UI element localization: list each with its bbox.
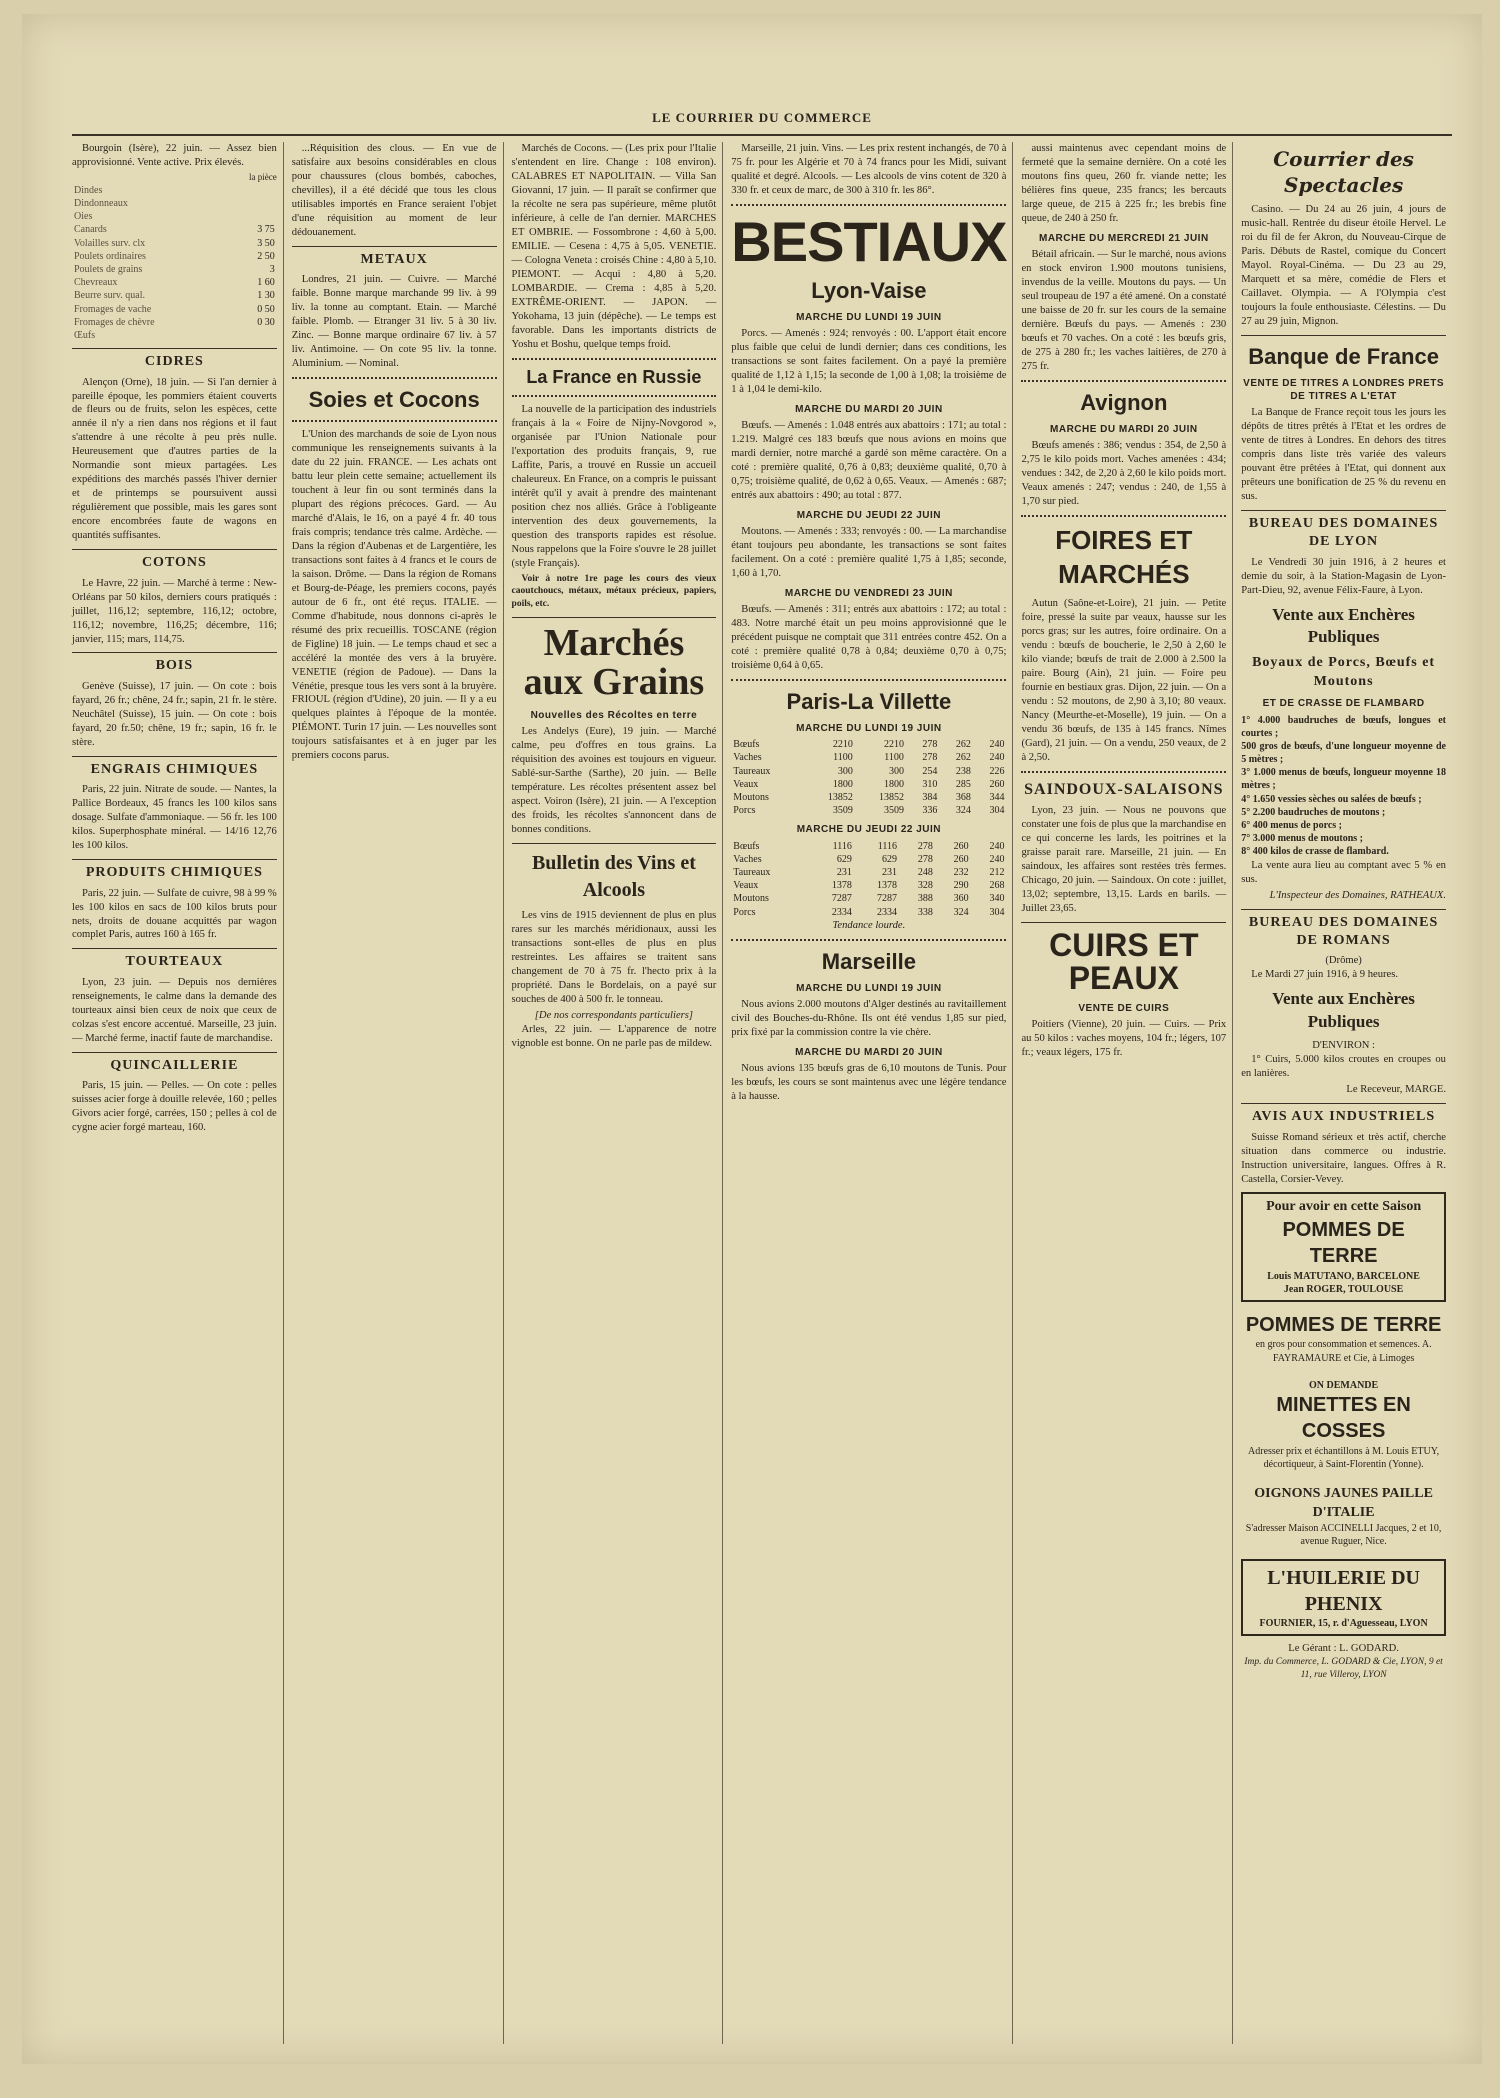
table-row: Poulets de grains 3 bbox=[74, 263, 275, 275]
market-text: Bœufs. — Amenés : 1.048 entrés aux abattoirs : 171; au total : 1.219. Malgré ces 183 bœufs que nous avions en moins que mardi dernier, notre marché a gardé son même caractère. On a coté : première qualité, 0,76 à 0,83; deuxième qualité, 0,70 à 0,75; troisième qualité, de 0,62 à 0,65. Veaux. — Amenés : 687; entrés aux abattoirs : 490; au total : 877. bbox=[731, 420, 1007, 501]
domaines-text: Le Vendredi 30 juin 1916, à 2 heures et demie du soir, à la Station-Magasin de Lyon-Part-Dieu, 92, avenue Félix-Faure, à Lyon. bbox=[1241, 556, 1446, 596]
market-heading: MARCHE DU LUNDI 19 JUIN bbox=[796, 311, 942, 323]
romans-subheading: (Drôme) bbox=[1325, 955, 1362, 967]
newspaper-page bbox=[22, 14, 1482, 2064]
table-row: Porcs 3509 3509 336 324 304 bbox=[733, 805, 1005, 817]
inspecteur-signature: L'Inspecteur des Domaines, RATHEAUX. bbox=[1269, 889, 1446, 901]
avis-text: Suisse Romand sérieux et très actif, cherche situation dans commerce ou industrie. Instruction universitaire, langues. Offres à R. Castella, Corsier-Vevey. bbox=[1241, 1131, 1446, 1185]
divider bbox=[731, 679, 1006, 681]
market-text: Porcs. — Amenés : 924; renvoyés : 00. L'apport était encore plus faible que celui de lundi dernier; dans ces conditions, les transactions se sont faites facilement. On a payé la première qualité de 1,12 à 1,15; la seconde de 1,00 à 1,08; la troisième de 1 à 1,04 le demi-kilo. bbox=[731, 328, 1007, 395]
divider bbox=[72, 652, 277, 653]
section-heading-villette: Paris-La Villette bbox=[786, 689, 952, 715]
russie-note: Voir à notre 1re page les cours des vieux caoutchoucs, métaux, métaux précieux, papiers, poils, etc. bbox=[511, 573, 717, 609]
market-text: Bétail africain. — Sur le marché, nous avions en stock environ 1.900 moutons tunisiens, invendus de la veille. Moutons du pays. — Un seul troupeau de 197 a été amené. On a constaté une baisse de 20 fr. sur les cours de la semaine dernière. Bœufs du pays. — Amenés : 230 bœufs et 70 vaches. On a coté : les bœufs gris, de 275 à 280 fr.; les vaches laitières, de 270 à 275 fr. bbox=[1021, 249, 1227, 372]
receveur-signature: Le Receveur, MARGE. bbox=[1346, 1084, 1446, 1096]
market-text: Bœufs amenés : 386; vendus : 354, de 2,50 à 2,75 le kilo poids mort. Vaches amenées : 434; vendues : 342, de 2,20 à 2,60 le kilo poids mort. Veaux amenés : 247; vendus : 240, de 1,55 à 1,70 sur pied. bbox=[1021, 439, 1227, 507]
table-row: Moutons 13852 13852 384 368 344 bbox=[733, 792, 1005, 803]
produits-text: Paris, 22 juin. — Sulfate de cuivre, 98 à 99 % les 100 kilos en sacs de 100 kilos bruts pour nets, droits de douane acquittés par wagon complet Paris, autres 160 à 165 fr. bbox=[72, 887, 277, 941]
section-heading-grains: Marchés aux Grains bbox=[523, 621, 705, 704]
section-heading-bestiaux: BESTIAUX bbox=[731, 209, 1007, 273]
list-item: 500 gros de bœufs, d'une longueur moyenne de 5 mètres ; bbox=[1241, 740, 1446, 766]
section-heading-domaines-lyon: BUREAU DES DOMAINES DE LYON bbox=[1248, 515, 1439, 550]
market-heading: MARCHE DU MARDI 20 JUIN bbox=[795, 1046, 943, 1058]
cuirs-text: Poitiers (Vienne), 20 juin. — Cuirs. — Prix au 50 kilos : vaches moyens, 104 fr.; légers, 107 fr.; veaux légers, 175 fr. bbox=[1021, 1019, 1227, 1059]
table-row: Fromages de vache 0 50 bbox=[74, 303, 275, 315]
divider bbox=[731, 939, 1006, 941]
lot-list bbox=[1241, 714, 1446, 859]
divider bbox=[72, 756, 277, 757]
table-row: Canards 3 75 bbox=[74, 224, 275, 236]
divider bbox=[72, 1052, 277, 1053]
divider bbox=[292, 377, 497, 379]
table-row: Taureaux 300 300 254 238 226 bbox=[733, 765, 1005, 777]
lots-note: La vente aura lieu au comptant avec 5 % en sus. bbox=[1241, 859, 1446, 885]
divider bbox=[1241, 1103, 1446, 1104]
advertisement-huilerie: L'HUILERIE DU PHENIX FOURNIER, 15, r. d'Aguesseau, LYON bbox=[1241, 1559, 1446, 1637]
table-row: Volailles surv. clx 3 50 bbox=[74, 237, 275, 249]
foires-text: Autun (Saône-et-Loire), 21 juin. — Petite foire, pressé la suite par veaux, hausse sur les porcs gras; sur les autres, foire ordinaire. On a vendu : bœufs de boucherie, le 2,50 à 2,60 le kilo viande; bœufs de trait de 2.000 à 2.500 la paire. Bourg (Ain), 21 juin. — Foire peu fournie en bestiaux gras. Dijon, 22 juin. — On a vendu : 52 moutons, de 2,90 à 3,10; 80 veaux. Nancy (Meurthe-et-Moselle), 19 juin. — On a vendu 36 bœufs, de 135 à 145 francs. Nîmes (Gard), 21 juin. — On a vendu, 250 veaux, de 2 à 2,50. bbox=[1021, 598, 1227, 764]
romans-text: Le Mardi 27 juin 1916, à 9 heures. bbox=[1251, 969, 1399, 981]
table-row: Oies bbox=[74, 211, 93, 223]
table-row: Poulets ordinaires 2 50 bbox=[74, 250, 275, 262]
ad-headline: POMMES DE TERRE bbox=[1245, 1314, 1442, 1337]
quincaillerie-text: Paris, 15 juin. — Pelles. — On cote : pelles suisses acier forge à douille relevée, 160 ; pelles Givors acier forgé, carrées, 150 ; pelles à col de cygne acier forgé marteau, 160. bbox=[72, 1080, 277, 1134]
market-heading: MARCHE DU MARDI 20 JUIN bbox=[795, 403, 943, 415]
poultry-prices-table bbox=[72, 184, 277, 342]
market-heading: MARCHE DU LUNDI 19 JUIN bbox=[796, 723, 942, 735]
table-row: Bœufs 2210 2210 278 262 240 bbox=[733, 739, 1005, 751]
divider bbox=[512, 843, 717, 844]
ad-headline: L'HUILERIE DU PHENIX bbox=[1267, 1566, 1420, 1615]
market-heading: MARCHE DU JEUDI 22 JUIN bbox=[796, 509, 942, 521]
masthead-title: LE COURRIER DU COMMERCE bbox=[652, 110, 872, 125]
spectacles-text: Casino. — Du 24 au 26 juin, 4 jours de music-hall. Rentrée du diseur étoile Hervel. Le roi du fil de fer Akron, du Nouveau-Cirque de Paris. Débuts de Rastel, comique du Concert Mayol. Royal-Cinéma. — Du 23 au 29, Marquett et sa mère, comédie de Flers et Caillavet. Olympia. — A l'Olympia c'est toujours la foule enthousiaste. Célestins. — Du 27 au 29 juin, Mignon. bbox=[1241, 203, 1446, 327]
columns bbox=[72, 142, 1452, 2044]
market-heading: MARCHE DU VENDREDI 23 JUIN bbox=[784, 588, 953, 599]
imprint: Imp. du Commerce, L. GODARD & Cie, LYON, 9 et 11, rue Villeroy, LYON bbox=[1244, 1657, 1443, 1680]
russie-text: La nouvelle de la participation des industriels français à la « Foire de Nijny-Novgorod », organisée par l'Union Nationale pour l'exportation des produits français, 9, rue Laffite, Paris, a trouvé en Russie un accueil chaleureux. En France, on a compris le puissant intérêt qu'il y avait à prendre des maintenant position chez nos alliés. Grâce à l'obligeante intervention des deux gouvernements, la question des transports rapides est résolue. Nous rappelons que la Foire s'ouvre le 28 juillet (style Français). bbox=[511, 404, 717, 569]
cotons-text: Le Havre, 22 juin. — Marché à terme : New-Orléans par 50 kilos, derniers cours pratiqués : juillet, 116,12; septembre, 116,12; octobre, 116,12; novembre, 116,25; décembre, 116; janvier, 115; mars, 114,75. bbox=[72, 577, 277, 645]
divider bbox=[1021, 380, 1226, 382]
divider bbox=[1241, 335, 1446, 336]
villette-table-thursday bbox=[731, 840, 1006, 919]
section-heading-marseille: Marseille bbox=[821, 948, 916, 974]
metaux-text: Londres, 21 juin. — Cuivre. — Marché faible. Bonne marque marchande 99 liv. à 99 liv. la tonne au comptant. Etain. — Marché faible. Plomb. — Etranger 31 liv. 5 à 30 liv. Zinc. — Bonne marque ordinaire 67 liv. à 57 liv. Antimoine. — On cote 95 liv. la tonne. Aluminium. — Nominal. bbox=[291, 274, 497, 370]
masthead bbox=[72, 106, 1452, 136]
gerant-signature: Le Gérant : L. GODARD. bbox=[1288, 1643, 1399, 1655]
bois-text: Genève (Suisse), 17 juin. — On cote : bois fayard, 26 fr.; chêne, 24 fr.; sapin, 21 fr. le stère. Neuchâtel (Suisse), 15 juin. — On cote : bois fayard, 20 fr.50; chêne, 19 fr.; sapin, 16 fr. le stère. bbox=[72, 680, 277, 748]
enchere-text: 1° Cuirs, 5.000 kilos croutes en croupes ou en lanières. bbox=[1241, 1054, 1446, 1080]
section-heading-cidres: CIDRES bbox=[144, 354, 204, 370]
villette-note: Tendance lourde. bbox=[832, 919, 906, 931]
section-heading-cotons: COTONS bbox=[141, 555, 207, 571]
bourgoin-report: Bourgoin (Isère), 22 juin. — Assez bien approvisionné. Vente active. Prix élevés. bbox=[72, 143, 277, 168]
divider bbox=[512, 358, 717, 360]
ad-headline: POMMES DE TERRE bbox=[1282, 1218, 1405, 1268]
vins-correspondents: [De nos correspondants particuliers] bbox=[534, 1009, 694, 1021]
section-heading-produits: PRODUITS CHIMIQUES bbox=[85, 865, 263, 881]
divider bbox=[1021, 771, 1226, 773]
ad-headline: OIGNONS JAUNES PAILLE D'ITALIE bbox=[1254, 1486, 1433, 1520]
section-heading-quincaillerie: QUINCAILLERIE bbox=[110, 1057, 239, 1073]
market-heading: MARCHE DU MARDI 20 JUIN bbox=[1050, 423, 1198, 435]
requisition-text: ...Réquisition des clous. — En vue de satisfaire aux besoins considérables en clous pour chaussures (clous bombés, caboches, chevilles), il a été décidé que tous les clous utilisables importés en France seraient l'objet d'une réquisition au moment de leur dédouanement. bbox=[291, 143, 497, 238]
section-heading-tourteaux: TOURTEAUX bbox=[125, 954, 224, 970]
section-heading-vins: Bulletin des Vins et Alcools bbox=[531, 852, 696, 901]
marseille-vins-text: Marseille, 21 juin. Vins. — Les prix restent inchangés, de 70 à 75 fr. pour les Algérie et 70 à 74 francs pour les Midi, suivant qualité et degré. Alcools. — Les alcools de vins cotent de 320 à 330 fr. et ceux de marc, de 300 à 310 fr. les 86°. bbox=[731, 143, 1007, 196]
grains-subheading: Nouvelles des Récoltes en terre bbox=[530, 710, 698, 722]
table-row: Taureaux 231 231 248 232 212 bbox=[733, 866, 1005, 878]
table-row: Moutons 7287 7287 388 360 340 bbox=[733, 893, 1005, 905]
divider bbox=[731, 204, 1006, 206]
table-row: Vaches 1100 1100 278 262 240 bbox=[733, 752, 1005, 764]
section-heading-cuirs: CUIRS ET PEAUX bbox=[1049, 926, 1199, 997]
section-heading-engrais: ENGRAIS CHIMIQUES bbox=[90, 761, 259, 777]
table-row: Beurre surv. qual. 1 30 bbox=[74, 290, 275, 302]
list-item: 3° 1.000 menus de bœufs, longueur moyenne 18 mètres ; bbox=[1241, 767, 1446, 792]
table-row: Bœufs 1116 1116 278 260 240 bbox=[733, 840, 1005, 852]
section-heading-saindoux: SAINDOUX-SALAISONS bbox=[1024, 781, 1224, 799]
column-1 bbox=[72, 142, 284, 2044]
section-heading-banque: Banque de France bbox=[1248, 343, 1439, 369]
section-heading-bois: BOIS bbox=[155, 658, 194, 674]
list-item: 7° 3.000 menus de moutons ; bbox=[1241, 833, 1364, 845]
list-item: 5° 2.200 baudruches de moutons ; bbox=[1241, 806, 1386, 818]
cidres-text: Alençon (Orne), 18 juin. — Si l'an dernier à pareille époque, les pommiers étaient couverts de fleurs ou de fruits, selon les espèces, cette année il n'y a rien dans nos régions et il faut s'attendre à une récolte à peu près nulle. Heureusement que d'autres parties de la Normandie sont mieux partagées. Les expéditions des marchés passés l'hiver dernier et de printemps se poursuivent aussi régulièrement que possible, mais les gares sont encore encombrées faute de wagons en quantités suffisantes. bbox=[72, 376, 277, 542]
divider bbox=[292, 420, 497, 422]
tourteaux-text: Lyon, 23 juin. — Depuis nos dernières renseignements, le calme dans la demande des tourteaux ainsi bien ceux de noix que ceux de colzas s'est encore accentué. Marseille, 23 juin. — Marché ferme, inactif faute de marchandise. bbox=[72, 976, 277, 1044]
saindoux-text: Lyon, 23 juin. — Nous ne pouvons que constater une fois de plus que la marchandise en ce qui concerne les lards, les poitrines et la graisse parait rare. Marseille, 21 juin. — En saindoux, les affaires sont restées très fermes. Chicago, 20 juin. — Saindoux. On cote : juillet, 13,02; septembre, 13,15. Lards en barils. — Juillet 23,65. bbox=[1021, 805, 1227, 914]
section-heading-lyon-vaise: Lyon-Vaise bbox=[811, 277, 927, 303]
section-heading-russie: La France en Russie bbox=[526, 366, 702, 387]
vins-arles: Arles, 22 juin. — L'apparence de notre vignoble est bonne. On ne parle pas de mildew. bbox=[511, 1023, 717, 1049]
divider bbox=[512, 395, 717, 397]
divider bbox=[1021, 922, 1226, 923]
column-2 bbox=[292, 142, 504, 2044]
enchere-subheading: D'ENVIRON : bbox=[1312, 1040, 1376, 1052]
advertisement-minettes: ON DEMANDE MINETTES EN COSSES Adresser prix et échantillons à M. Louis ETUY, décortiqueur, à Saint-Florentin (Yonne). bbox=[1241, 1375, 1446, 1475]
market-heading: MARCHE DU MERCREDI 21 JUIN bbox=[1038, 232, 1209, 244]
villette-table-monday bbox=[731, 738, 1006, 817]
table-row: Œufs bbox=[74, 329, 96, 341]
marseille-moutons-text: aussi maintenus avec cependant moins de fermeté que la semaine dernière. On a coté les moutons fins queu, 260 fr. viande nette; les bélières fins queue, 235 francs; les bercauts large queue, de 215 à 225 fr.; les brebis fine queue, de 240 à 250 fr. bbox=[1021, 143, 1227, 224]
section-heading-foires: FOIRES ET MARCHÉS bbox=[1055, 524, 1193, 590]
market-text: Nous avions 2.000 moutons d'Alger destinés au ravitaillement civil des Bouches-du-Rhône. Ils ont été vendus 1,85 sur pied, prix fixé par la commission contre la vie chère. bbox=[731, 998, 1007, 1038]
advertisement-oignons: OIGNONS JAUNES PAILLE D'ITALIE S'adresser Maison ACCINELLI Jacques, 2 et 10, avenue Ruguer, Nice. bbox=[1245, 1486, 1442, 1548]
divider bbox=[292, 246, 497, 247]
divider bbox=[1241, 510, 1446, 511]
list-item: 6° 400 menus de porcs ; bbox=[1241, 820, 1342, 832]
advertisement-pommes-fayramaure: POMMES DE TERRE en gros pour consommation et semences. A. FAYRAMAURE et Cie, à Limoges bbox=[1245, 1314, 1442, 1364]
section-heading-spectacles: Courrier des Spectacles bbox=[1273, 147, 1414, 198]
divider bbox=[72, 948, 277, 949]
divider bbox=[512, 617, 717, 618]
vins-text: Les vins de 1915 deviennent de plus en plus rares sur les marchés méridionaux, aussi les transactions sont-elles de plus en plus restreintes. Les affaires se traitent sans changement de 70 à 75 fr. l'hecto prix à la propriété. Dans le Bordelais, on a payé sur souches de 400 à 500 fr. le tonneau. bbox=[511, 910, 717, 1005]
table-row: Dindonneaux bbox=[74, 198, 128, 209]
column-3 bbox=[512, 142, 724, 2044]
market-text: Nous avions 135 bœufs gras de 6,10 moutons de Tunis. Pour les bœufs, les cours se sont maintenus avec une légère tendance à la hausse. bbox=[731, 1062, 1007, 1102]
table-row: Fromages de chèvre 0 30 bbox=[74, 316, 275, 328]
table-row: Veaux 1800 1800 310 285 260 bbox=[733, 778, 1005, 790]
divider bbox=[72, 549, 277, 550]
engrais-text: Paris, 22 juin. Nitrate de soude. — Nantes, la Pallice Bordeaux, 45 francs les 100 kilos sans dosage. Sulfate d'ammoniaque. — 56 fr. les 100 kilos. Superphosphate minéral. — 14/16 12,76 les 100 kilos. bbox=[72, 784, 277, 852]
market-text: Moutons. — Amenés : 333; renvoyés : 00. — La marchandise étant toujours peu abondante, les transactions se sont faites facilement. On a coté : première qualité 1,75 à 1,85; seconde, 1,60 à 1,70. bbox=[731, 526, 1007, 580]
section-heading-avis: AVIS AUX INDUSTRIELS bbox=[1252, 1109, 1436, 1125]
banque-text: La Banque de France reçoit tous les jours les dépôts de titres prêtés à l'Etat et les ordres de vente de titres à Londres. En dehors des titres compris dans liste très variée des valeurs pouvant être prêtées à l'Etat, qui donnent aux prêteurs une bonification de 25 % du revenu en sus. bbox=[1241, 406, 1446, 502]
table-row: Chevreaux 1 60 bbox=[74, 277, 275, 289]
table-row: Dindes bbox=[74, 184, 103, 196]
table-row: Vaches 629 629 278 260 240 bbox=[733, 853, 1005, 865]
column-6 bbox=[1241, 142, 1452, 2044]
ad-headline: MINETTES EN COSSES bbox=[1276, 1394, 1411, 1443]
enchere-heading: Vente aux Enchères Publiques bbox=[1272, 604, 1415, 646]
market-heading: MARCHE DU JEUDI 22 JUIN bbox=[796, 824, 942, 836]
section-heading-domaines-romans: BUREAU DES DOMAINES DE ROMANS bbox=[1248, 914, 1439, 948]
divider bbox=[1021, 515, 1226, 517]
market-heading: MARCHE DU LUNDI 19 JUIN bbox=[796, 982, 942, 994]
prices-header: la pièce bbox=[249, 171, 277, 182]
soies-text: L'Union des marchands de soie de Lyon nous communique les renseignements suivants à la date du 22 juin. FRANCE. — Les achats ont battu leur plein cette semaine; actuellement ils touchent à leur fin ou sont terminés dans la plupart des régions précoces. Gard. — Au marché d'Alais, le 16, on a payé 4 fr. 40 tous frais compris; tendance très calme. Ardèche. — Dans la région d'Aubenas et de Largentière, les transactions sont faites à 4 francs et le cours de la saison. Drôme. — Dans la région de Romans et Bourg-de-Péage, les premiers cocons, payés autour de 6 fr., ont été reçus. ITALIE. — Comme d'habitude, nous donnons ci-après le résumé des prix recueillis. TOSCANE (région de Figline) 18 juin. — Le temps chaud et sec a accéléré la montée des vers à la bruyère. VENETIE (région de Padoue). — Dans la Vénétie, presque tous les vers sont à la bruyère. FRIOUL (région d'Udine), 20 juin. — Il y a eu quelques plaintes à l'époque de la montée. PIÉMONT. Turin 17 juin. — Les nouvelles sont toujours satisfaisantes et à en juger par les premiers cocons parus. bbox=[291, 429, 497, 762]
section-heading-soies: Soies et Cocons bbox=[308, 387, 480, 413]
list-item: 8° 400 kilos de crasse de flambard. bbox=[1241, 846, 1389, 858]
column-5 bbox=[1021, 142, 1233, 2044]
divider bbox=[72, 859, 277, 860]
divider bbox=[72, 348, 277, 349]
enchere-heading: Vente aux Enchères Publiques bbox=[1272, 989, 1415, 1031]
column-4 bbox=[731, 142, 1013, 2044]
list-item: 1° 4.000 baudruches de bœufs, longues et courtes ; bbox=[1241, 714, 1446, 739]
banque-subheading: VENTE DE TITRES A LONDRES PRETS DE TITRES A L'ETAT bbox=[1243, 377, 1445, 402]
table-row: Veaux 1378 1378 328 290 268 bbox=[733, 880, 1005, 892]
table-row: Porcs 2334 2334 338 324 304 bbox=[733, 906, 1005, 918]
section-heading-metaux: METAUX bbox=[360, 251, 428, 267]
section-heading-avignon: Avignon bbox=[1080, 389, 1168, 415]
market-text: Bœufs. — Amenés : 311; entrés aux abattoirs : 172; au total : 483. Notre marché était un peu moins approvisionné que le précédent puisque ne comptait que 311 entrées contre 452. On a coté : première qualité 0,78 à 0,84; deuxième 0,70 à 0,75; troisième 0,64 à 0,65. bbox=[731, 604, 1007, 672]
list-item: 4° 1.650 vessies sèches ou salées de bœufs ; bbox=[1241, 793, 1422, 805]
cocons-markets-text: Marchés de Cocons. — (Les prix pour l'Italie s'entendent en lire. Change : 108 environ). CALABRES ET NAPOLITAIN. — Villa San Giovanni, 17 juin. — Il paraît se confirmer que la récolte ne sera pas supérieure, même plutôt inférieure, à celle de l'an dernier. MARCHES ET OMBRIE. — Fossombrone : 4,60 à 5,00. EMILIE. — Cesena : 4,75 à 5,05. VENETIE. — Cologna Veneta : croisés Chine : 4,80 à 5,10. PIEMONT. — Acqui : 4,80 à 5,20. LOMBARDIE. — Crema : 4,85 à 5,20. EXTRÊME-ORIENT. — JAPON. — Yokohama, 13 juin (dépêche). — Le temps est favorable. Dans les importants districts de Yoshu et Boshu, quelque temps froid. bbox=[511, 143, 717, 350]
boyaux-subheading: ET DE CRASSE DE FLAMBARD bbox=[1262, 698, 1425, 710]
grains-text: Les Andelys (Eure), 19 juin. — Marché calme, peu d'offres en tous grains. La réquisition des avoines est toujours en vigueur. Sablé-sur-Sarthe (Sarthe), 20 juin. — Belle température. Les récoltes présentent assez bel aspect. Voiron (Isère), 21 juin. — A l'exception des froids, les récoltes s'annoncent dans de bonnes conditions. bbox=[511, 726, 717, 836]
cuirs-subheading: VENTE DE CUIRS bbox=[1078, 1003, 1170, 1015]
divider bbox=[1241, 909, 1446, 910]
advertisement-pommes-matutano: Pour avoir en cette Saison POMMES DE TERRE Louis MATUTANO, BARCELONE Jean ROGER, TOULOUSE bbox=[1241, 1192, 1446, 1302]
boyaux-heading: Boyaux de Porcs, Bœufs et Moutons bbox=[1252, 655, 1436, 689]
